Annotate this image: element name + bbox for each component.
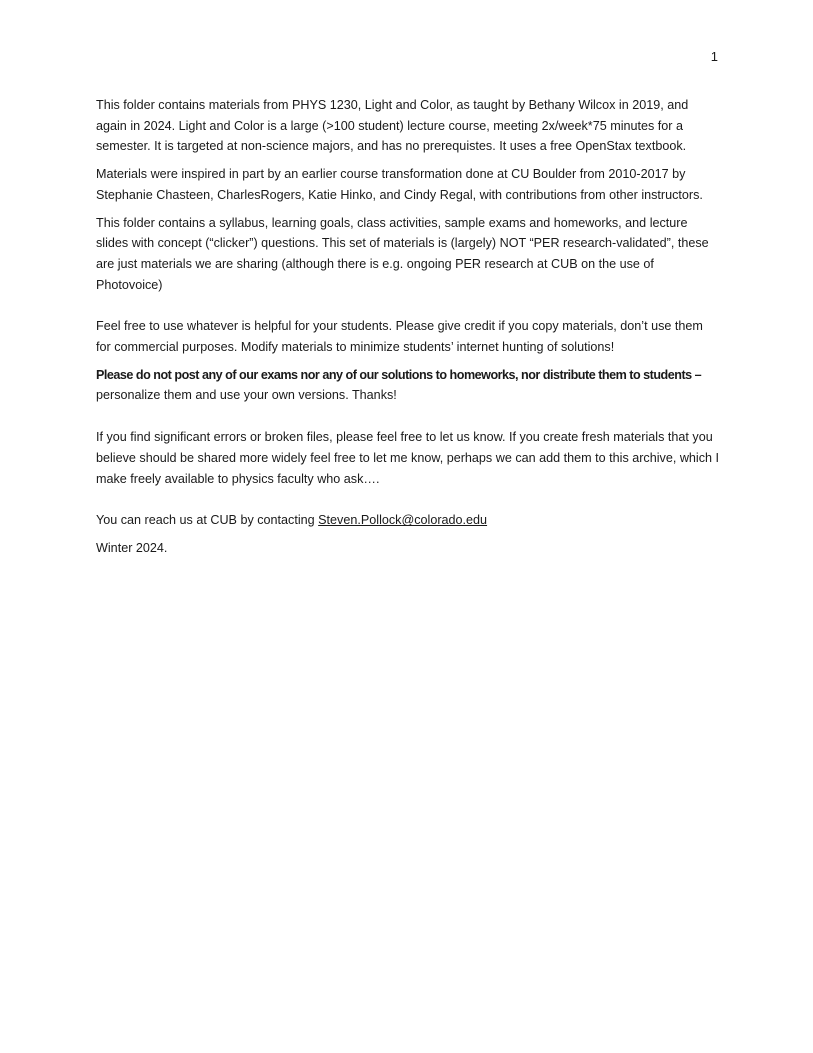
contact-paragraph [96, 510, 720, 531]
date-paragraph: Winter 2024. [96, 540, 168, 555]
document-body [96, 95, 720, 559]
contact-email-link[interactable]: Steven.Pollock@colorado.edu [318, 513, 488, 528]
paragraph-spacer [96, 157, 720, 164]
inspiration-paragraph: Materials were inspired in part by an earlier course transformation done at CU Boulder from 2010-2017 by Stephanie Chasteen, CharlesRogers, Katie Hinko, and Cindy Regal, with contributions from other instructors. [96, 167, 703, 202]
warning-paragraph [96, 365, 720, 406]
paragraph-spacer [96, 358, 720, 365]
contact-prefix-text: You can reach us at CUB by contacting [96, 513, 319, 528]
warning-rest-text: personalize them and use your own versions. Thanks! [96, 388, 397, 403]
warning-bold-text: Please do not post any of our exams nor any of our solutions to homeworks, nor distribute them to students – [96, 367, 702, 382]
intro-paragraph: This folder contains materials from PHYS 1230, Light and Color, as taught by Bethany Wilcox in 2019, and again in 2024. Light and Color is a large (>100 student) lecture course, meeting 2x/week*75 minutes for a semester. It is targeted at non-science majors, and has no prerequistes. It uses a free OpenStax textbook. [96, 98, 689, 154]
paragraph-spacer [96, 489, 720, 510]
paragraph-spacer [96, 531, 720, 538]
errors-paragraph: If you find significant errors or broken files, please feel free to let us know. If you create fresh materials that you believe should be shared more widely feel free to let me know, perhaps we can add them to this archive, which I make freely available to physics faculty who ask…. [96, 430, 720, 486]
paragraph-spacer [96, 295, 720, 316]
contents-paragraph: This folder contains a syllabus, learning goals, class activities, sample exams and homeworks, and lecture slides with concept (“clicker”) questions. This set of materials is (largely) NOT “PER research-validated”, these are just materials we are sharing (although there is e.g. ongoing PER research at CUB on the use of Photovoice) [96, 215, 709, 292]
paragraph-spacer [96, 406, 720, 427]
usage-paragraph: Feel free to use whatever is helpful for your students. Please give credit if you copy materials, don’t use them for commercial purposes. Modify materials to minimize students’ internet hunting of solutions! [96, 319, 703, 355]
page-number: 1 [710, 49, 718, 64]
paragraph-spacer [96, 206, 720, 213]
